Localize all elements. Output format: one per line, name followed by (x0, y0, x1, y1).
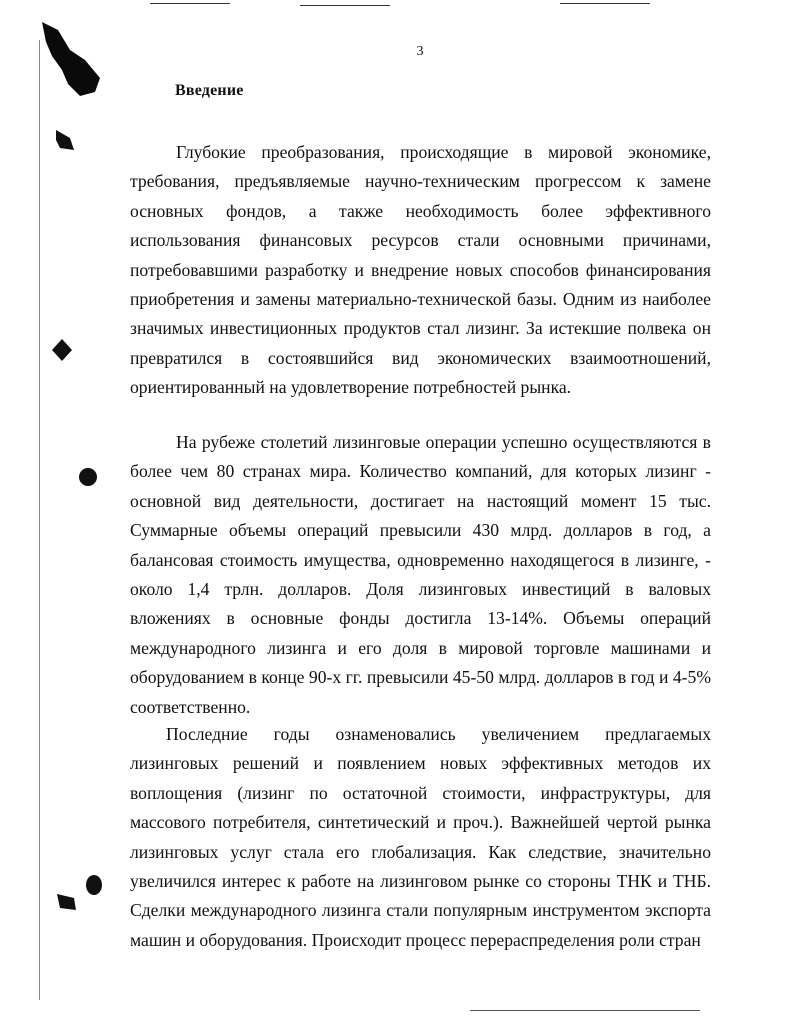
scan-blot-small (52, 128, 78, 154)
scan-top-edge-line (150, 3, 230, 4)
scan-top-edge-line (560, 3, 650, 4)
paragraph-trends: Последние годы ознаменовались увеличением предлагаемых лизинговых решений и появлением новых эффективных методов их воплощения (лизинг по остаточной стоимости, инфраструктуры, для массового потребителя, синтетический и проч.). Важнейшей чертой рынка лизинговых услуг стала его глобализация. Как следствие, значительно увеличился интерес к работе на лизинговом рынке со стороны ТНК и ТНБ. Сделки международного лизинга стали популярным инструментом экспорта машин и оборудования. Происходит процесс перераспределения роли стран (130, 724, 711, 950)
scan-bottom-edge-line (470, 1010, 700, 1011)
scan-blot-top (40, 20, 110, 100)
page-heading: Введение (175, 82, 244, 99)
scan-blot-round (76, 465, 100, 489)
scan-blot-round-lower (82, 872, 106, 898)
paragraph-statistics: На рубеже столетий лизинговые операции успешно осуществляются в более чем 80 странах мира. Количество компаний, для которых лизинг - основной вид деятельности, достигает на настоящий момент 15 тыс. Суммарные объемы операций превысили 430 млрд. долларов в год, а балансовая стоимость имущества, одновременно находящегося в лизинге, - около 1,4 трлн. долларов. Доля лизинговых инвестиций в валовых вложениях в основные фонды достигла 13-14%. Объемы операций международного лизинга и его доля в мировой торговле машинами и оборудованием в конце 90-х гг. превысили 45-50 млрд. долларов в год и 4-5% соответственно. (130, 432, 711, 717)
scan-left-edge-line (39, 40, 40, 1000)
scan-top-edge-line (300, 5, 390, 6)
paragraph-intro: Глубокие преобразования, происходящие в мировой экономике, требования, предъявляемые научно-техническим прогрессом к замене основных фондов, а также необходимость более эффективного использования финансовых ресурсов стали основными причинами, потребовавшими разработку и внедрение новых способов финансирования приобретения и замены материально-технической базы. Одним из наиболее значимых инвестиционных продуктов стал лизинг. За истекшие полвека он превратился в состоявшийся вид экономических взаимоотношений, ориентированный на удовлетворение потребностей рынка. (130, 142, 711, 398)
scan-blot-bottom (54, 890, 80, 914)
page-number: 3 (416, 44, 424, 59)
scan-blot-diamond (50, 338, 74, 362)
